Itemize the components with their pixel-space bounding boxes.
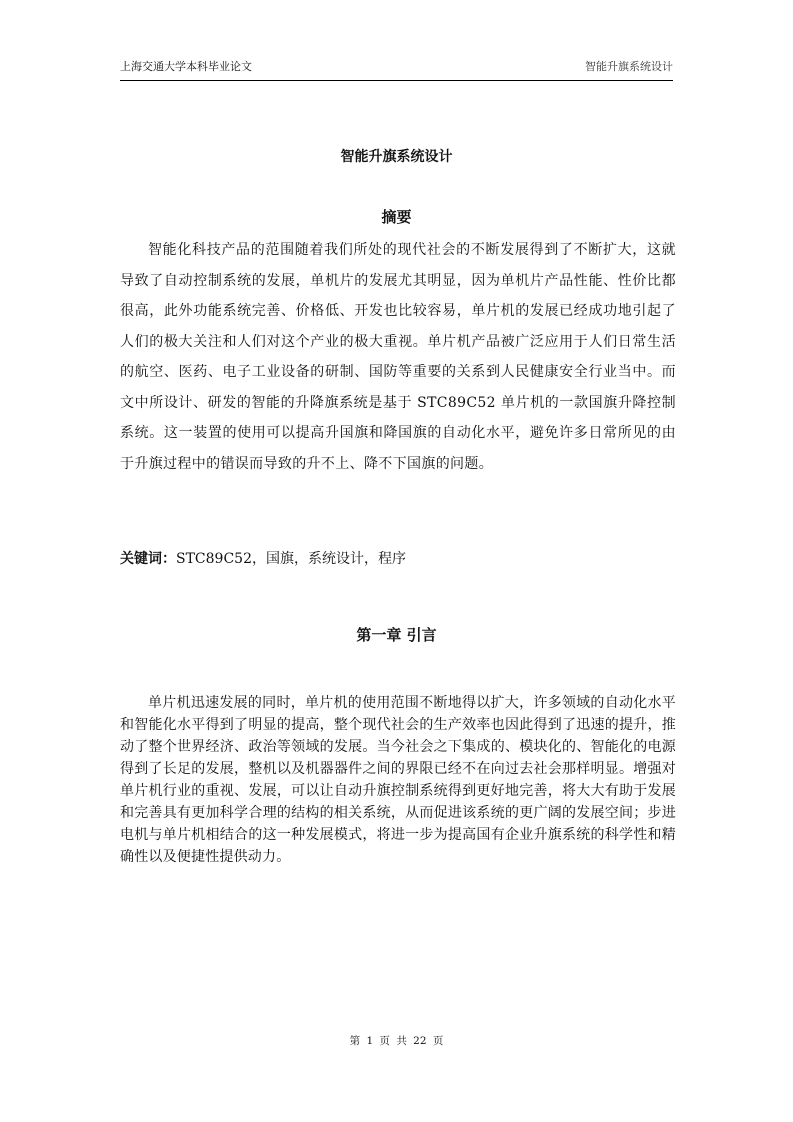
keywords-line bbox=[120, 548, 673, 568]
header-thesis-title: 智能升旗系统设计 bbox=[585, 60, 673, 73]
chapter-heading: 第一章 引言 bbox=[356, 626, 437, 644]
abstract-paragraph: 智能化科技产品的范围随着我们所处的现代社会的不断发展得到了不断扩大，这就导致了自动控制系统的发展，单机片的发展尤其明显，因为单机片产品性能、性价比都很高，此外功能系统完善、价格低、开发也比较容易，单片机的发展已经成功地引起了人们的极大关注和人们对这个产业的极大重视。单片机产品被广泛应用于人们日常生活的航空、医药、电子工业设备的研制、国防等重要的关系到人民健康安全行业当中。而文中所设计、研发的智能的升降旗系统是基于 STC89C52 单片机的一款国旗升降控制系统。这一装置的使用可以提高升国旗和降国旗的自动化水平，避免许多日常所见的由于升旗过程中的错误而导致的升不上、降不下国旗的问题。 bbox=[120, 242, 676, 472]
keywords-value: STC89C52，国旗，系统设计，程序 bbox=[176, 551, 406, 567]
header-university-title: 上海交通大学本科毕业论文 bbox=[120, 60, 252, 73]
page-number-footer: 第 1 页 共 22 页 bbox=[349, 1035, 444, 1047]
page-header bbox=[120, 56, 673, 81]
document-title: 智能升旗系统设计 bbox=[340, 149, 453, 165]
keywords-label: 关键词： bbox=[120, 551, 176, 567]
abstract-heading: 摘要 bbox=[381, 208, 412, 226]
chapter-paragraph: 单片机迅速发展的同时，单片机的使用范围不断地得以扩大，许多领域的自动化水平和智能化水平得到了明显的提高，整个现代社会的生产效率也因此得到了迅速的提升，推动了整个世界经济、政治等领域的发展。当今社会之下集成的、模块化的、智能化的电源得到了长足的发展，整机以及机器器件之间的界限已经不在向过去社会那样明显。增强对单片机行业的重视、发展，可以让自动升旗控制系统得到更好地完善，将大大有助于发展和完善具有更加科学合理的结构的相关系统，从而促进该系统的更广阔的发展空间；步进电机与单片机相结合的这一种发展模式，将进一步为提高国有企业升旗系统的科学性和精确性以及便捷性提供动力。 bbox=[120, 695, 676, 865]
